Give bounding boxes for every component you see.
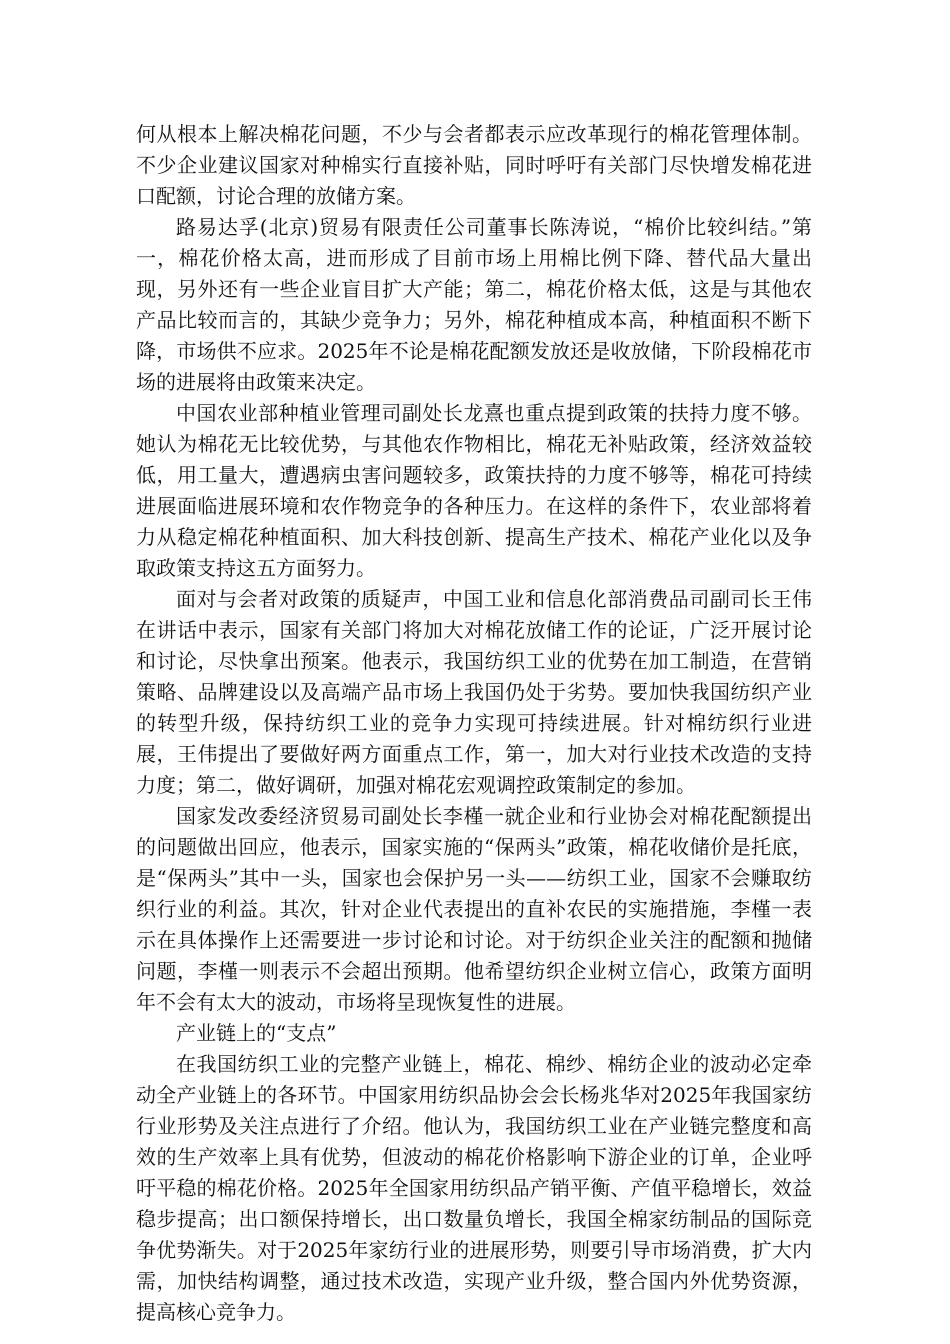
paragraph-yang-zhaohua: 在我国纺织工业的完整产业链上，棉花、棉纱、棉纺企业的波动必定牵动全产业链上的各环节。中国家用纺织品协会会长杨兆华对2025年我国家纺行业形势及关注点进行了介绍。他认为，我国纺织工业在产业链完整度和高效的生产效率上具有优势，但波动的棉花价格影响下游企业的订单，企业呼吁平稳的棉花价格。2025年全国家用纺织品产销平衡、产值平稳增长，效益稳步提高；出口额保持增长，出口数量负增长，我国全棉家纺制品的国际竞争优势渐失。对于2025年家纺行业的进展形势，则要引导市场消费，扩大内需，加快结构调整，通过技术改造，实现产业升级，整合国内外优势资源，提高核心竞争力。 xyxy=(136,1052,812,1324)
paragraph-long-xi: 中国农业部种植业管理司副处长龙熹也重点提到政策的扶持力度不够。她认为棉花无比较优势，与其他农作物相比，棉花无补贴政策，经济效益较低，用工量大，遭遇病虫害问题较多，政策扶持的力度不够等，棉花可持续进展面临进展环境和农作物竞争的各种压力。在这样的条件下，农业部将着力从稳定棉花种植面积、加大科技创新、提高生产技术、棉花产业化以及争取政策支持这五方面努力。 xyxy=(136,401,812,580)
document-body xyxy=(136,119,812,1328)
section-heading: 产业链上的“支点” xyxy=(176,1021,337,1045)
paragraph-chen-tao: 路易达孚(北京)贸易有限责任公司董事长陈涛说，“棉价比较纠结。”第一，棉花价格太高，进而形成了目前市场上用棉比例下降、替代品大量出现，另外还有一些企业盲目扩大产能；第二，棉花价格太低，这是与其他农产品比较而言的，其缺少竞争力；另外，棉花种植成本高，种植面积不断下降，市场供不应求。2025年不论是棉花配额发放还是收放储，下阶段棉花市场的进展将由政策来决定。 xyxy=(136,215,812,394)
paragraph-wang-wei: 面对与会者对政策的质疑声，中国工业和信息化部消费品司副司长王伟在讲话中表示，国家有关部门将加大对棉花放储工作的论证，广泛开展讨论和讨论，尽快拿出预案。他表示，我国纺织工业的优势在加工制造，在营销策略、品牌建设以及高端产品市场上我国仍处于劣势。要加快我国纺织产业的转型升级，保持纺织工业的竞争力实现可持续进展。针对棉纺织行业进展，王伟提出了要做好两方面重点工作，第一，加大对行业技术改造的支持力度；第二，做好调研，加强对棉花宏观调控政策制定的参加。 xyxy=(136,587,812,797)
paragraph-li-jinyi: 国家发改委经济贸易司副处长李槿一就企业和行业协会对棉花配额提出的问题做出回应，他表示，国家实施的“保两头”政策，棉花收储价是托底，是“保两头”其中一头，国家也会保护另一头——纺织工业，国家不会赚取纺织行业的利益。其次，针对企业代表提出的直补农民的实施措施，李槿一表示在具体操作上还需要进一步讨论和讨论。对于纺织企业关注的配额和抛储问题，李槿一则表示不会超出预期。他希望纺织企业树立信心，政策方面明年不会有太大的波动，市场将呈现恢复性的进展。 xyxy=(136,804,812,1014)
paragraph-continuation: 何从根本上解决棉花问题，不少与会者都表示应改革现行的棉花管理体制。不少企业建议国家对种棉实行直接补贴，同时呼吁有关部门尽快增发棉花进口配额，讨论合理的放储方案。 xyxy=(136,122,812,208)
